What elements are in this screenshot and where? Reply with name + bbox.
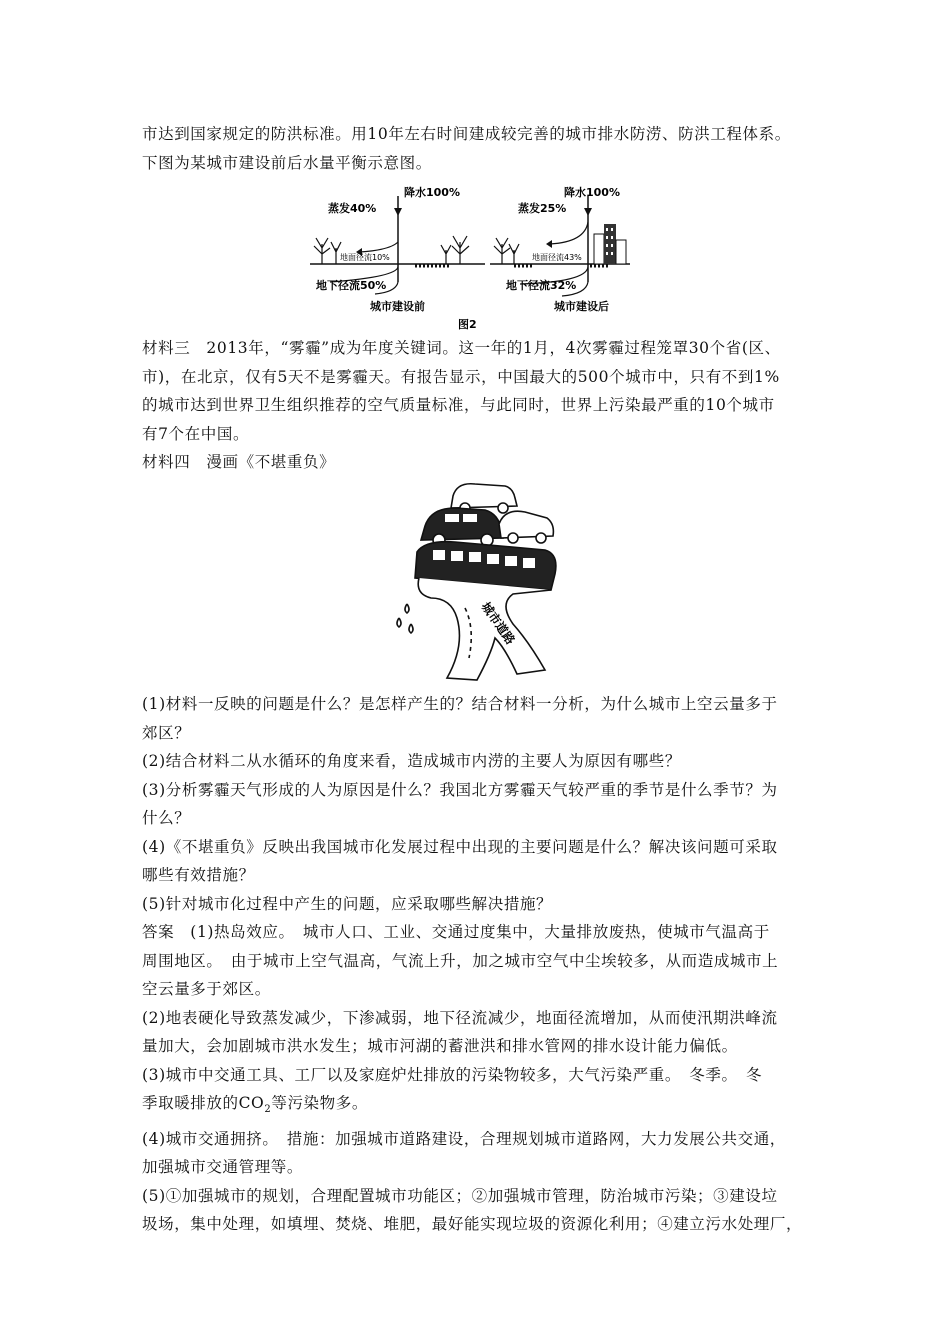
question-line: 郊区？ xyxy=(142,723,191,742)
answer-line-co2: 季取暖排放的$CO_2$等污染物多。 xyxy=(142,1094,368,1116)
buildings-icon xyxy=(594,224,626,264)
after-evap-label: 蒸发25% xyxy=(518,202,567,215)
after-precip-label: 降水100% xyxy=(564,186,620,199)
after-label: 城市建设后 xyxy=(554,300,609,313)
answer-line: 周围地区。 由于城市上空气温高，气流上升，加之城市空气中尘埃较多，从而造成城市上 xyxy=(142,951,779,970)
after-panel xyxy=(490,185,630,313)
answer-line: (4)城市交通拥挤。 措施：加强城市道路建设，合理规划城市道路网，大力发展公共交通， xyxy=(142,1129,786,1148)
material3-line: 的城市达到世界卫生组织推荐的空气质量标准，与此同时，世界上污染最严重的10个城市 xyxy=(142,396,775,414)
figure-caption: 图2 xyxy=(458,318,477,331)
before-panel xyxy=(310,185,485,313)
after-underground-label: 地下径流32% xyxy=(506,279,577,292)
question-line: (4)《不堪重负》反映出我国城市化发展过程中出现的主要问题是什么？解决该问题可采取 xyxy=(142,837,778,856)
answer-line: (2)地表硬化导致蒸发减少，下渗减弱，地下径流减少，地面径流增加，从而使汛期洪峰流 xyxy=(142,1008,778,1027)
answer-line: 答案 (1)热岛效应。 城市人口、工业、交通过度集中，大量排放废热，使城市气温高于 xyxy=(142,923,770,941)
after-surface-label: 地面径流43% xyxy=(532,253,582,262)
intro-line: 市达到国家规定的防洪标准。用10年左右时间建成较完善的城市排水防涝、防洪工程体系。 xyxy=(142,125,791,143)
question-line: (1)材料一反映的问题是什么？是怎样产生的？结合材料一分析，为什么城市上空云量多于 xyxy=(142,695,778,713)
answer-line: 量加大，会加剧城市洪水发生；城市河湖的蓄泄洪和排水管网的排水设计能力偏低。 xyxy=(142,1037,738,1055)
before-underground-label: 地下径流50% xyxy=(316,279,387,292)
material3-line: 市)，在北京，仅有5天不是雾霾天。有报告显示，中国最大的500个城市中，只有不到1% xyxy=(142,367,780,386)
material3-line: 有7个在中国。 xyxy=(142,424,250,443)
before-surface-label: 地面径流10% xyxy=(340,253,390,262)
cartoon-illustration xyxy=(395,478,585,686)
answer-line: 加强城市交通管理等。 xyxy=(142,1158,304,1177)
question-line: (3)分析雾霾天气形成的人为原因是什么？我国北方雾霾天气较严重的季节是什么季节？为 xyxy=(142,780,778,799)
answers-block xyxy=(142,918,822,1239)
before-evap-label: 蒸发40% xyxy=(328,202,377,215)
tree-icon xyxy=(494,238,519,264)
answer-line: (3)城市中交通工具、工厂以及家庭炉灶排放的污染物较多，大气污染严重。 冬季。 冬 xyxy=(142,1065,763,1084)
before-label: 城市建设前 xyxy=(370,300,425,313)
answer-line: 圾场，集中处理，如填埋、焚烧、堆肥，最好能实现垃圾的资源化利用；④建立污水处理厂， xyxy=(142,1215,803,1234)
question-line: 哪些有效措施？ xyxy=(142,866,255,884)
water-balance-figure xyxy=(300,182,640,332)
intro-paragraph xyxy=(142,120,822,177)
material3-paragraph xyxy=(142,334,822,448)
answer-line: (5)①加强城市的规划，合理配置城市功能区；②加强城市管理，防治城市污染；③建设垃 xyxy=(142,1186,778,1205)
before-precip-label: 降水100% xyxy=(404,186,460,199)
intro-line: 下图为某城市建设前后水量平衡示意图。 xyxy=(142,153,432,172)
material3-line: 材料三 2013年，“雾霾”成为年度关键词。这一年的1月，4次雾霾过程笼罩30个省(区、 xyxy=(142,339,781,357)
question-line: 什么？ xyxy=(142,809,191,827)
questions-block xyxy=(142,690,822,918)
question-line: (2)结合材料二从水循环的角度来看，造成城市内涝的主要人为原因有哪些？ xyxy=(142,752,681,770)
road-label: 城市道路 xyxy=(478,599,518,648)
question-line: (5)针对城市化过程中产生的问题，应采取哪些解决措施？ xyxy=(142,894,553,913)
answer-line: 空云量多于郊区。 xyxy=(142,980,271,998)
material4-title: 材料四 漫画《不堪重负》 xyxy=(142,453,336,471)
tree-icon xyxy=(314,236,469,264)
